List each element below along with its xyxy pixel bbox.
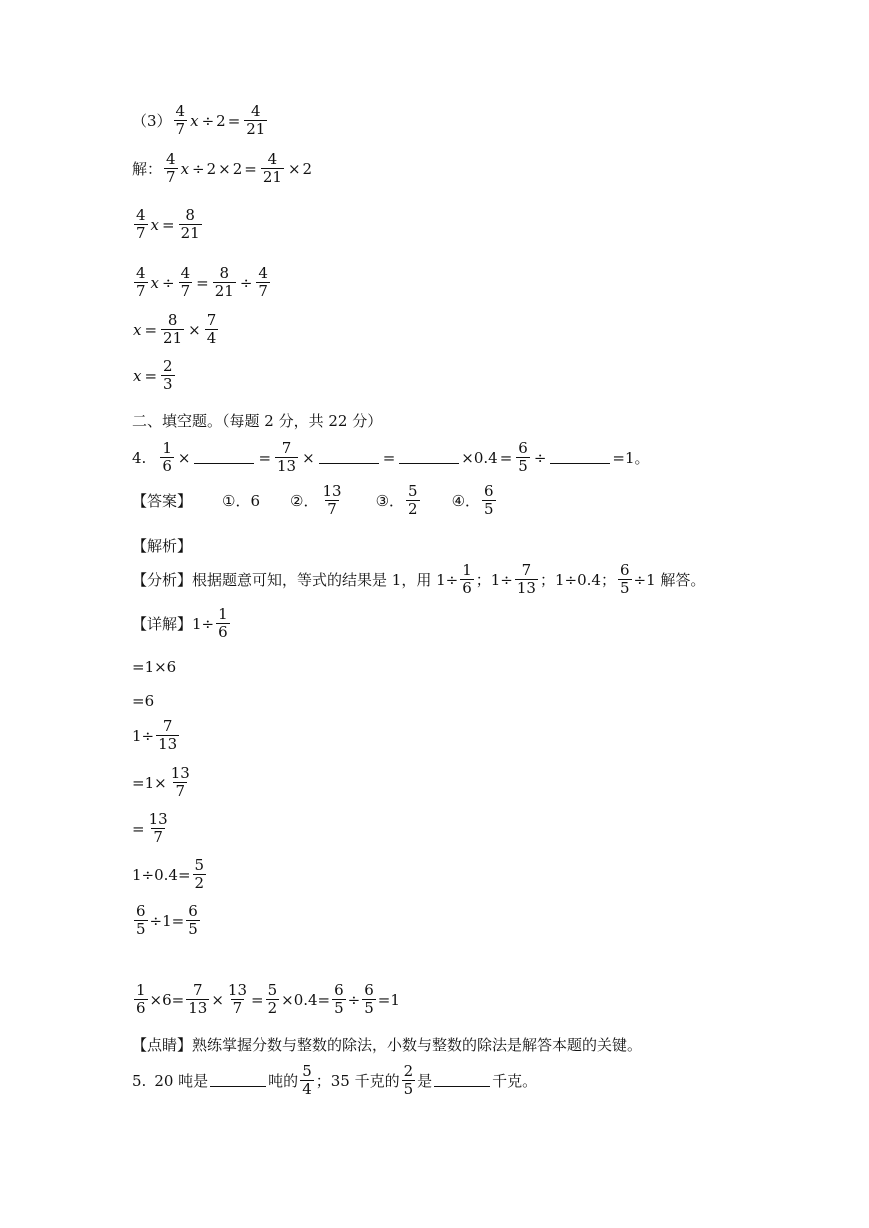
fraction: $\frac{13}{7}$ [170, 764, 190, 800]
section-title: 二、填空题。（每题 2 分，共 22 分） [132, 412, 383, 430]
answer-blank-3[interactable] [399, 451, 459, 464]
fenxi-line: 【分析】 根据题意可知，等式的结果是 1，用 1÷ $\frac{1}{6}$ ；1÷ $\frac{7}{13}$ ；1÷0.4； $\frac{6}{5}$ ÷1 解答。 [132, 561, 706, 597]
fraction: $\frac{5}{2}$ [267, 981, 278, 1017]
detail-line-6: = $\frac{13}{7}$ [132, 810, 168, 846]
fraction: $\frac{8}{21}$ [180, 206, 200, 242]
summary-line: $\frac{1}{6}$ ×6= $\frac{7}{13}$ × $\frac{13}{7}$ = $\frac{5}{2}$ ×0.4= $\frac{6}{5}$ ÷ $\frac{6}{5}$ =1 [136, 981, 400, 1017]
analysis-label: 【解析】 [132, 537, 193, 555]
solution-step-3: $\frac{4}{7}$ x ÷ $\frac{4}{7}$ = $\frac{8}{21}$ ÷ $\frac{4}{7}$ [136, 264, 268, 300]
fraction: $\frac{1}{6}$ [218, 605, 228, 641]
answer-line: 【答案】 ①．6 ②． $\frac{13}{7}$ ③． $\frac{5}{2}$ ④． $\frac{6}{5}$ [132, 482, 494, 518]
solution-step-1: 解： $\frac{4}{7}$ x ÷ 2 × 2 = $\frac{4}{21}$ × 2 [132, 150, 313, 186]
fraction: $\frac{6}{5}$ [188, 902, 198, 938]
solution-step-5: x = $\frac{2}{3}$ [133, 357, 173, 393]
detail-line-3: =6 [132, 692, 155, 710]
fraction: $\frac{6}{5}$ [619, 561, 630, 597]
fraction: $\frac{4}{21}$ [246, 102, 266, 138]
fraction: $\frac{6}{5}$ [484, 482, 494, 518]
fraction: $\frac{7}{13}$ [158, 717, 178, 753]
fraction: $\frac{1}{6}$ [162, 439, 172, 475]
fraction: $\frac{13}{7}$ [148, 810, 168, 846]
fraction: $\frac{4}{7}$ [166, 150, 176, 186]
fraction: $\frac{8}{21}$ [214, 264, 234, 300]
detail-line-1: 【详解】 1÷ $\frac{1}{6}$ [132, 605, 228, 641]
fraction: $\frac{6}{5}$ [518, 439, 528, 475]
problem-3-label: （3） [132, 112, 172, 131]
fraction: $\frac{8}{21}$ [163, 311, 183, 347]
detail-line-2: =1×6 [132, 658, 177, 676]
fraction: $\frac{6}{5}$ [136, 902, 146, 938]
answer-blank-1[interactable] [194, 451, 254, 464]
fraction: $\frac{6}{5}$ [334, 981, 344, 1017]
fraction: $\frac{13}{7}$ [322, 482, 342, 518]
fraction: $\frac{6}{5}$ [364, 981, 374, 1017]
detail-line-7: 1÷0.4= $\frac{5}{2}$ [132, 856, 205, 892]
detail-line-8: $\frac{6}{5}$ ÷1= $\frac{6}{5}$ [136, 902, 198, 938]
fraction: $\frac{4}{7}$ [175, 102, 186, 138]
fraction: $\frac{2}{5}$ [403, 1062, 414, 1098]
fraction: $\frac{7}{13}$ [516, 561, 536, 597]
solution-step-2: $\frac{4}{7}$ x = $\frac{8}{21}$ [136, 206, 200, 242]
fraction: $\frac{5}{2}$ [194, 856, 205, 892]
fraction: $\frac{4}{7}$ [136, 264, 146, 300]
detail-line-4: 1÷ $\frac{7}{13}$ [132, 717, 178, 753]
dianjing-line: 【点睛】 熟练掌握分数与整数的除法，小数与整数的除法是解答本题的关键。 [132, 1036, 643, 1054]
fraction: $\frac{2}{3}$ [163, 357, 173, 393]
fraction: $\frac{5}{2}$ [408, 482, 418, 518]
solution-step-4: x = $\frac{8}{21}$ × $\frac{7}{4}$ [133, 311, 217, 347]
answer-blank-2[interactable] [319, 451, 379, 464]
fraction: $\frac{4}{7}$ [180, 264, 191, 300]
fraction: $\frac{4}{21}$ [262, 150, 282, 186]
answer-blank-q5-1[interactable] [210, 1074, 266, 1087]
detail-line-5: =1× $\frac{13}{7}$ [132, 764, 190, 800]
fraction: $\frac{1}{6}$ [136, 981, 146, 1017]
question-5: 5. 20 吨是 吨的 $\frac{5}{4}$ ；35 千克的 $\frac{2}{5}$ 是 千克。 [132, 1062, 538, 1098]
problem-3-line: （3） $\frac{4}{7}$ x ÷ 2 = $\frac{4}{21}$ [132, 102, 266, 138]
fraction: $\frac{13}{7}$ [227, 981, 247, 1017]
fraction: $\frac{4}{7}$ [136, 206, 146, 242]
fraction: $\frac{7}{4}$ [206, 311, 217, 347]
answer-blank-q5-2[interactable] [434, 1074, 490, 1087]
fraction: $\frac{7}{13}$ [277, 439, 297, 475]
fraction: $\frac{4}{7}$ [258, 264, 268, 300]
fraction: $\frac{7}{13}$ [188, 981, 208, 1017]
question-4: 4. $\frac{1}{6}$ × = $\frac{7}{13}$ × = ×0.4 = $\frac{6}{5}$ ÷ =1。 [132, 439, 650, 475]
answer-blank-4[interactable] [550, 451, 610, 464]
fraction: $\frac{1}{6}$ [462, 561, 472, 597]
fraction: $\frac{5}{4}$ [302, 1062, 312, 1098]
